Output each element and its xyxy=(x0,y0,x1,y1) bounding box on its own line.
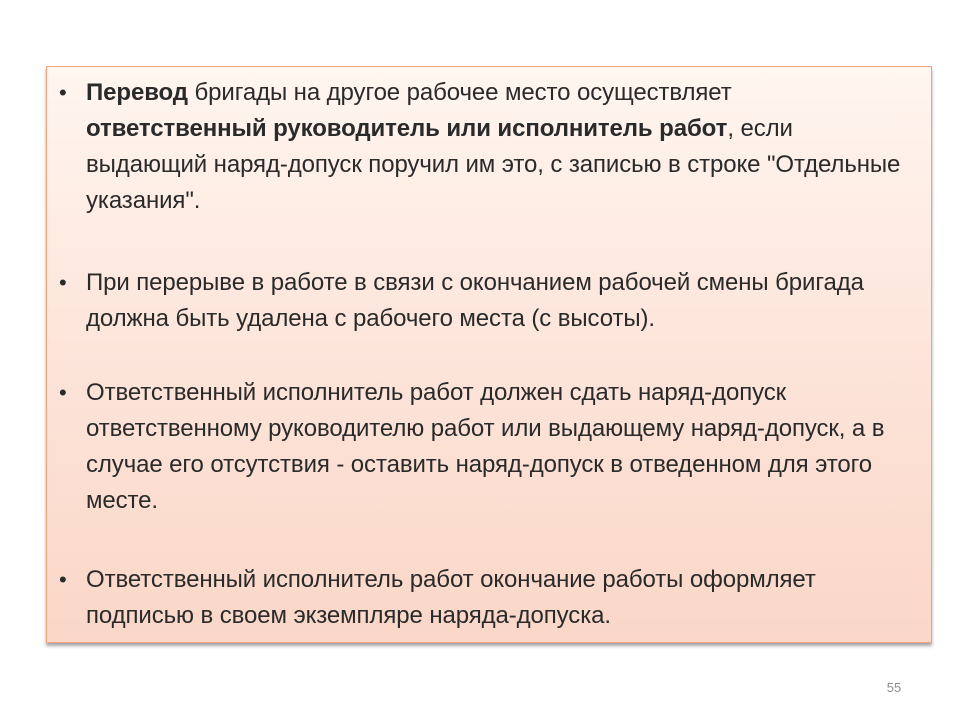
text-segment: Ответственный исполнитель работ окончание работы оформляет подписью в своем экземпляре наряда-допуска. xyxy=(86,566,816,629)
text-segment: Ответственный исполнитель работ должен сдать наряд-допуск ответственному руководителю работ или выдающему наряд-допуск, а в случае его отсутствия - оставить наряд-допуск в отведенном для этого месте. xyxy=(86,379,885,514)
text-segment: , если выдающий наряд-допуск поручил им это, с записью в строке "Отдельные указания". xyxy=(86,115,901,214)
bullet-marker: • xyxy=(59,80,67,105)
bullet-marker: • xyxy=(59,567,67,592)
bullet-item xyxy=(59,375,919,519)
content-box xyxy=(46,66,932,643)
bullet-text xyxy=(86,265,919,337)
bullet-item xyxy=(59,562,919,634)
bullet-text xyxy=(86,375,919,519)
text-segment: При перерыве в работе в связи с окончанием рабочей смены бригада должна быть удалена с рабочего места (с высоты). xyxy=(86,269,864,332)
bullet-item xyxy=(59,265,919,337)
bold-term: ответственный руководитель или исполнитель работ xyxy=(86,115,728,142)
text-segment: бригады на другое рабочее место осуществляет xyxy=(187,79,732,106)
bullet-marker: • xyxy=(59,270,67,295)
bullet-marker: • xyxy=(59,380,67,405)
bullet-text xyxy=(86,562,919,634)
bold-term: Перевод xyxy=(86,79,188,106)
bullet-item xyxy=(59,75,919,219)
bullet-text xyxy=(86,75,919,219)
page-number: 55 xyxy=(886,680,902,695)
